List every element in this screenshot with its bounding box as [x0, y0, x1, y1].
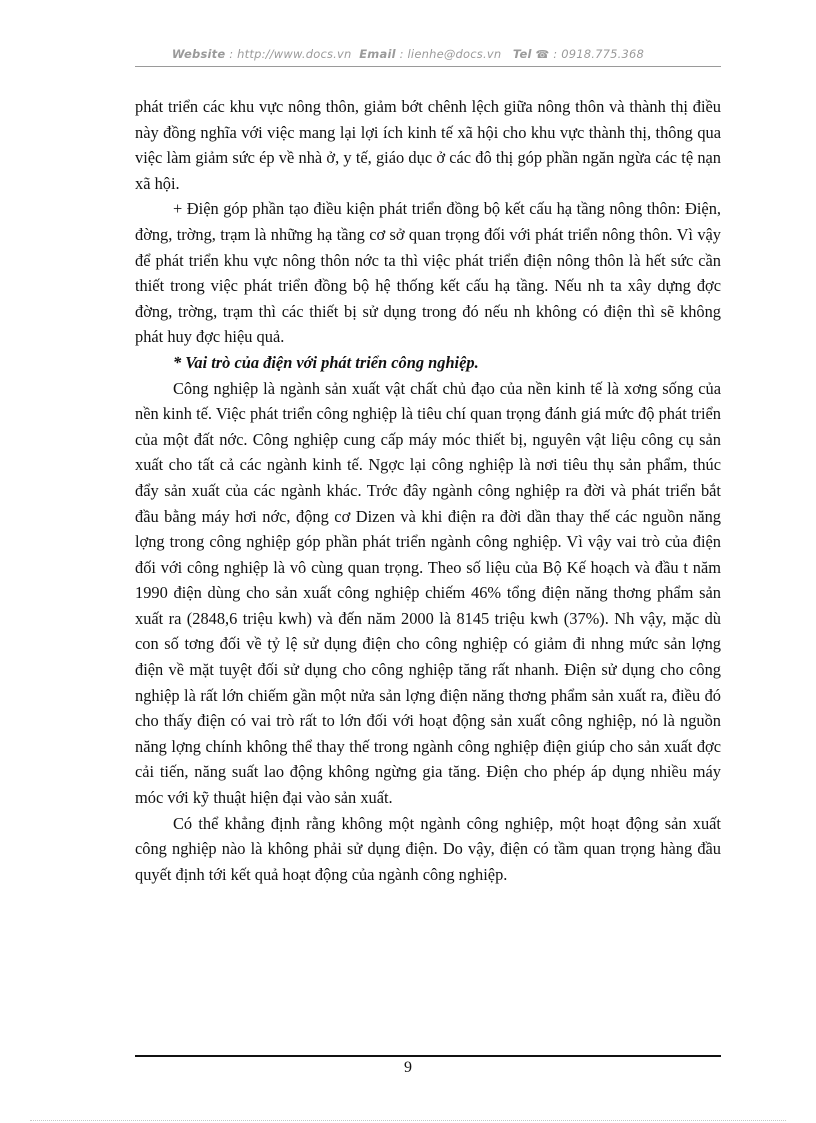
- section-subheading: * Vai trò của điện với phát triển công nghiệp.: [173, 352, 479, 372]
- page-bottom-dotted-line: [30, 1120, 786, 1121]
- page-number: 9: [404, 1059, 412, 1076]
- paragraph-4: Có thể khẳng định rằng không một ngành công nghiệp, một hoạt động sản xuất công nghiệp nào là không phải sử dụng điện. Do vậy, điện có tầm quan trọng hàng đầu quyết định tới kết quả hoạt động của ngành công nghiệp.: [135, 813, 721, 884]
- header-divider: [135, 66, 721, 67]
- email-label: Email: [359, 47, 396, 61]
- document-body: [135, 94, 721, 887]
- email-address[interactable]: : lienhe@docs.vn: [399, 47, 502, 61]
- page-header: [0, 47, 816, 61]
- website-url[interactable]: : http://www.docs.vn: [229, 47, 352, 61]
- phone-icon: ☎: [535, 48, 550, 61]
- paragraph-3: Công nghiệp là ngành sản xuất vật chất chủ đạo của nền kinh tế là xơng sống của nền kinh tế. Việc phát triển công nghiệp là tiêu chí quan trọng đánh giá mức độ phát triển của một đất nớc. Công nghiệp cung cấp máy móc thiết bị, nguyên vật liệu công cụ sản xuất cho tất cả các ngành kinh tế. Ngợc lại công nghiệp là nơi tiêu thụ sản phẩm, thúc đẩy sản xuất của các ngành khác. Trớc đây ngành công nghiệp ra đời và phát triển bắt đầu bằng máy hơi nớc, động cơ Dizen và khi điện ra đời dần thay thế các nguồn năng lợng trong công nghiệp góp phần phát triển ngành công nghiệp. Vì vậy vai trò của điện đối với công nghiệp là vô cùng quan trọng. Theo số liệu của Bộ Kế hoạch và đầu t năm 1990 điện dùng cho sản xuất công nghiệp chiếm 46% tổng điện năng thơng phẩm sản xuất ra (2848,6 triệu kwh) và đến năm 2000 là 8145 triệu kwh (37%). Nh vậy, mặc dù con số tơng đối về tỷ lệ sử dụng điện cho công nghiệp có giảm đi nhng mức sản lợng điện về mặt tuyệt đối sử dụng cho công nghiệp tăng rất nhanh. Điện sử dụng cho công nghiệp là rất lớn chiếm gần một nửa sản lợng điện năng thơng phẩm sản xuất ra, điều đó cho thấy điện có vai trò rất to lớn đối với hoạt động sản xuất công nghiệp, nó là nguồn năng lợng chính không thể thay thế trong ngành công nghiệp điện giúp cho sản xuất đợc cải tiến, năng suất lao động không ngừng gia tăng. Điện cho phép áp dụng nhiều máy móc với kỹ thuật hiện đại vào sản xuất.: [135, 378, 721, 808]
- tel-number: : 0918.775.368: [553, 47, 645, 61]
- footer-divider: [135, 1055, 721, 1057]
- paragraph-1: phát triển các khu vực nông thôn, giảm bớt chênh lệch giữa nông thôn và thành thị điều này đồng nghĩa với việc mang lại lợi ích kinh tế xã hội cho khu vực thành thị, thông qua việc làm giảm sức ép về nhà ở, y tế, giáo dục ở các đô thị góp phần ngăn ngừa các tệ nạn xã hội.: [135, 97, 721, 193]
- paragraph-2: + Điện góp phần tạo điều kiện phát triển đồng bộ kết cấu hạ tầng nông thôn: Điện, đờng, trờng, trạm là những hạ tầng cơ sở quan trọng đối với phát triển nông thôn. Vì vậy để phát triển khu vực nông thôn nớc ta thì việc phát triển điện nông thôn là hết sức cần thiết trong việc phát triển đồng bộ hệ thống kết cấu hạ tầng. Nếu nh ta xây dựng đợc đờng, trờng, trạm thì các thiết bị sử dụng trong đó nếu nh không có điện thì sẽ không phát huy đợc hiệu quả.: [135, 199, 721, 347]
- tel-label: Tel: [512, 47, 532, 61]
- website-label: Website: [171, 47, 226, 61]
